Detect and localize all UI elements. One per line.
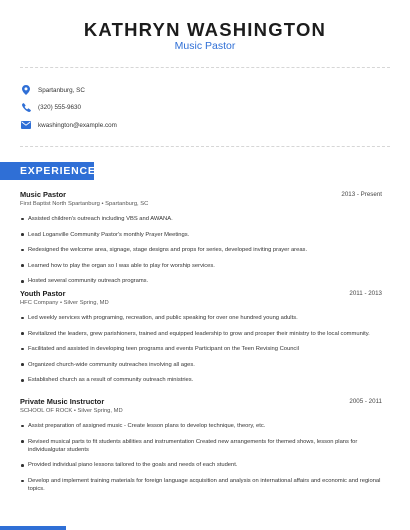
list-item: Established church as a result of community outreach ministries. xyxy=(20,376,382,384)
envelope-icon xyxy=(20,119,32,131)
job-role: Music Pastor xyxy=(20,190,67,199)
job-dates: 2011 - 2013 xyxy=(349,290,382,297)
job-org: HFC Company • Silver Spring, MD xyxy=(20,300,109,306)
list-item: Revitalized the leaders, grew parishioners, trained and equipped leadership to grow and prosper their ministry to the local community. xyxy=(20,330,382,338)
list-item: Organized church-wide community outreaches involving all ages. xyxy=(20,361,382,369)
bullet-list xyxy=(20,314,382,385)
bullet-list xyxy=(20,215,382,286)
bullet-list xyxy=(20,422,382,493)
footer-accent-bar xyxy=(0,526,66,530)
job-entry xyxy=(20,397,382,501)
list-item: Lead Loganville Community Pastor's monthly Prayer Meetings. xyxy=(20,231,382,239)
list-item: Hosted several community outreach programs. xyxy=(20,277,382,285)
divider xyxy=(20,67,390,68)
list-item: Led weekly services with programing, recreation, and public speaking for over one hundred young adults. xyxy=(20,314,382,322)
job-org: First Baptist North Spartanburg • Spartanburg, SC xyxy=(20,201,149,207)
list-item: Assisted children's outreach including VBS and AWANA. xyxy=(20,215,382,223)
list-item: Redesigned the welcome area, signage, stage designs and props for series, developed inviting prayer areas. xyxy=(20,246,382,254)
job-entry xyxy=(20,190,382,293)
location-text: Spartanburg, SC xyxy=(38,86,85,94)
job-role: Private Music Instructor xyxy=(20,397,105,406)
list-item: Facilitated and assisted in developing teen programs and events Participant on the Teen Revising Council xyxy=(20,345,382,353)
job-dates: 2013 - Present xyxy=(341,191,382,198)
list-item: Revised musical parts to fit students abilities and instrumentation Created new arrangements for themed shows, lesson plans for individualgutar students xyxy=(20,438,382,454)
contact-phone xyxy=(20,100,81,114)
job-role: Youth Pastor xyxy=(20,289,66,298)
contact-location xyxy=(20,83,85,97)
phone-text: (320) 555-9630 xyxy=(38,103,82,111)
section-heading-experience: EXPERIENCE xyxy=(20,165,96,177)
candidate-name: KATHRYN WASHINGTON xyxy=(83,19,327,40)
email-text[interactable]: kwashington@example.com xyxy=(38,121,117,129)
list-item: Develop and implement training materials for foreign language acquisition and analysis on international affairs and economic and regional topics. xyxy=(20,477,382,493)
job-org: SCHOOL OF ROCK • Silver Spring, MD xyxy=(20,408,123,414)
contact-email xyxy=(20,118,117,132)
job-dates: 2005 - 2011 xyxy=(349,398,382,405)
list-item: Provided individual piano lessons tailored to the goals and needs of each student. xyxy=(20,461,382,469)
job-title: Music Pastor xyxy=(174,40,236,52)
job-entry xyxy=(20,289,382,392)
divider xyxy=(20,146,390,147)
list-item: Assist preparation of assigned music - Create lesson plans to develop technique, theory, etc. xyxy=(20,422,382,430)
map-pin-icon xyxy=(20,84,32,96)
phone-icon xyxy=(20,101,32,113)
list-item: Learned how to play the organ so I was able to play for worship services. xyxy=(20,262,382,270)
